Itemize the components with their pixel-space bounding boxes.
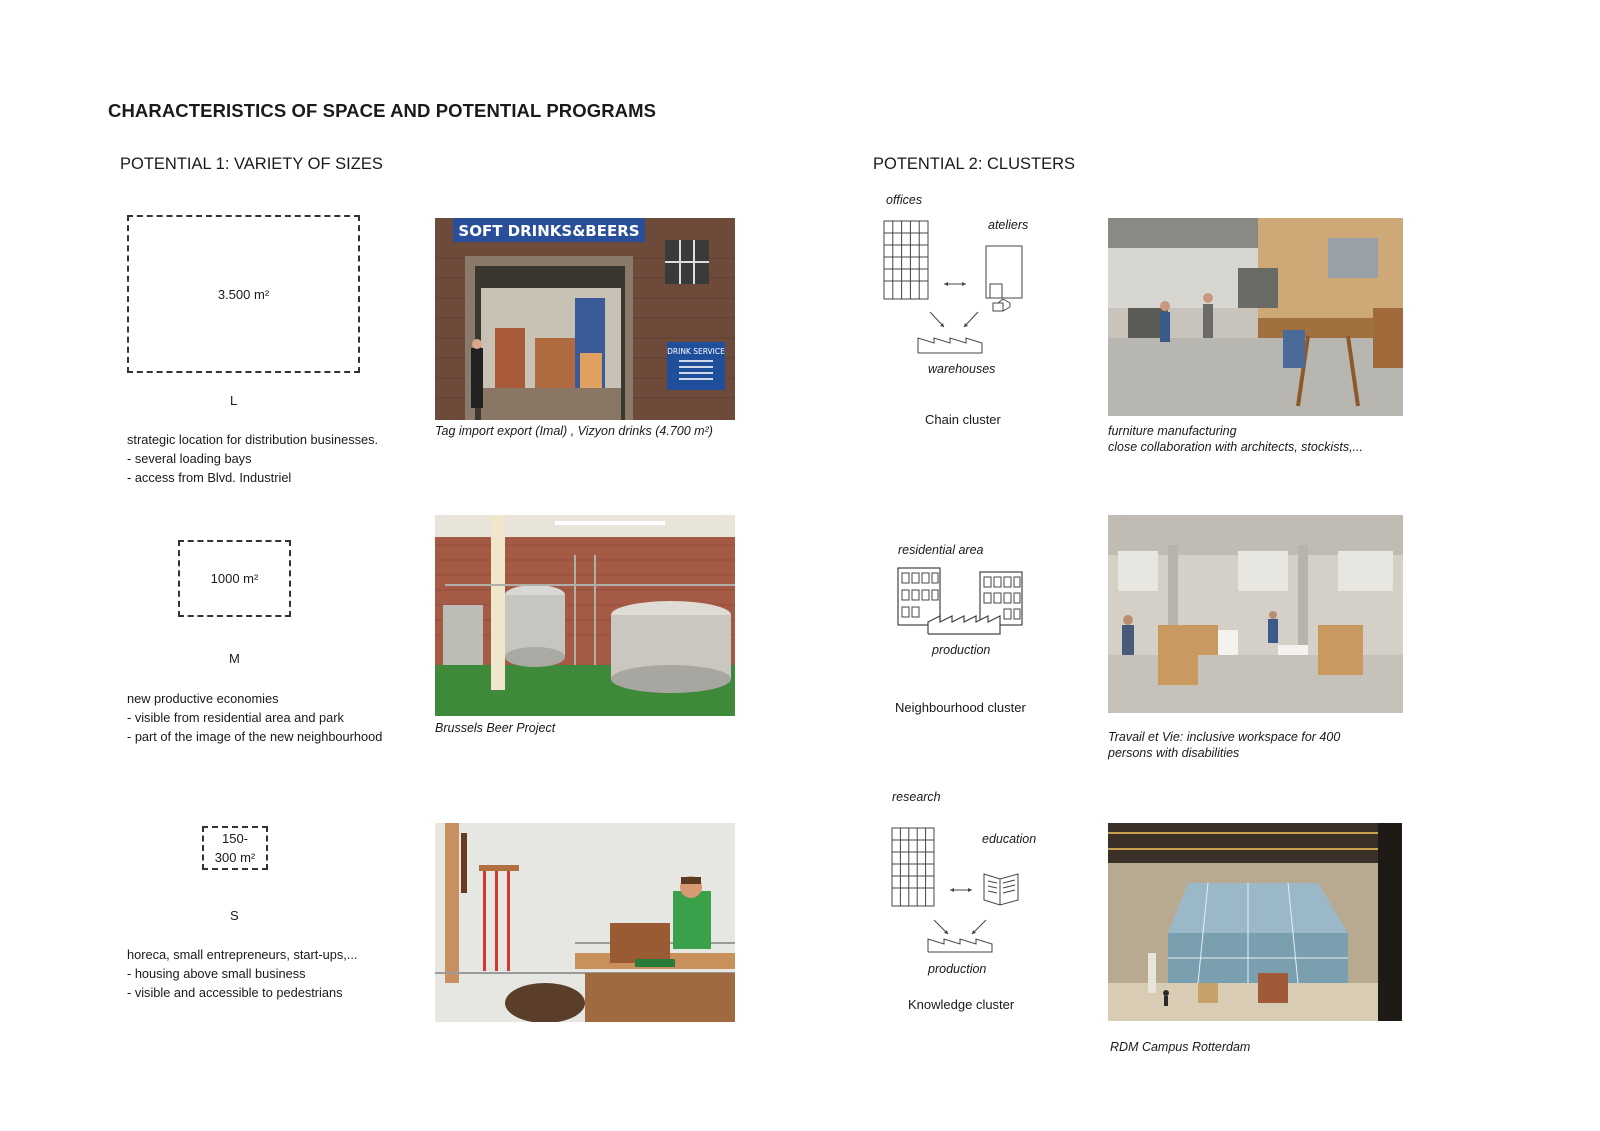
caption-line: RDM Campus Rotterdam	[1110, 1040, 1251, 1054]
diagram-label-research: research	[892, 790, 941, 804]
photo-caption-furniture	[1108, 423, 1363, 455]
diagram-label-production: production	[928, 962, 987, 976]
potential-2-heading: POTENTIAL 2: CLUSTERS	[873, 155, 1076, 173]
size-area-small-line1: 150-	[221, 831, 249, 846]
description-line: strategic location for distribution businesses.	[127, 432, 379, 447]
photo-panel-text: DRINK SERVICE	[667, 347, 725, 356]
caption-line: persons with disabilities	[1108, 746, 1240, 760]
size-box-medium	[178, 540, 291, 617]
size-letter-large: L	[230, 393, 238, 408]
diagram-label-ateliers: ateliers	[988, 218, 1029, 232]
photo-woodworker	[435, 823, 735, 1022]
page-title: CHARACTERISTICS OF SPACE AND POTENTIAL PROGRAMS	[108, 100, 657, 121]
photo-caption-rdm-campus	[1110, 1039, 1250, 1055]
size-box-small	[202, 826, 268, 870]
photo-drinks-warehouse	[435, 218, 735, 420]
knowledge-cluster-diagram	[870, 790, 1050, 980]
photo-brewery	[435, 515, 735, 716]
description-line: - several loading bays	[127, 451, 252, 466]
description-line: horeca, small entrepreneurs, start-ups,...	[127, 947, 358, 962]
photo-caption-drinks: Tag import export (Imal) , Vizyon drinks (4.700 m²)	[435, 424, 713, 438]
description-line: - part of the image of the new neighbourhood	[127, 729, 383, 744]
neighbourhood-cluster-diagram	[880, 540, 1050, 670]
knowledge-cluster-drawing	[870, 790, 1050, 980]
cluster-name-chain: Chain cluster	[925, 412, 1001, 427]
size-area-medium: 1000 m²	[210, 571, 259, 586]
size-description-medium	[127, 689, 382, 746]
photo-caption-brewery: Brussels Beer Project	[435, 721, 556, 735]
caption-line: close collaboration with architects, stockists,...	[1108, 440, 1363, 454]
size-box-large	[127, 215, 360, 373]
caption-line: furniture manufacturing	[1108, 424, 1237, 438]
diagram-label-warehouses: warehouses	[928, 362, 996, 376]
size-area-small-line2: 300 m²	[214, 850, 256, 865]
photo-sign-text: SOFT DRINKS&BEERS	[458, 222, 640, 240]
cluster-name-knowledge: Knowledge cluster	[908, 997, 1015, 1012]
size-area-large: 3.500 m²	[217, 286, 270, 302]
description-line: - visible and accessible to pedestrians	[127, 985, 343, 1000]
diagram-label-education: education	[982, 832, 1037, 846]
photo-caption-inclusive-workspace	[1108, 729, 1340, 761]
caption-line: Travail et Vie: inclusive workspace for 400	[1108, 730, 1341, 744]
description-line: new productive economies	[127, 691, 279, 706]
photo-rdm-campus	[1108, 823, 1402, 1021]
description-line: - visible from residential area and park	[127, 710, 344, 725]
photo-furniture-workshop	[1108, 218, 1403, 416]
chain-cluster-diagram	[870, 190, 1040, 390]
diagram-label-residential-area: residential area	[898, 543, 984, 557]
description-line: - access from Blvd. Industriel	[127, 470, 292, 485]
potential-1-heading: POTENTIAL 1: VARIETY OF SIZES	[120, 155, 383, 173]
cluster-name-neighbourhood: Neighbourhood cluster	[895, 700, 1026, 715]
size-letter-medium: M	[229, 651, 240, 666]
photo-inclusive-workspace	[1108, 515, 1403, 713]
size-description-small	[127, 945, 357, 1002]
diagram-label-production: production	[932, 643, 991, 657]
size-letter-small: S	[230, 908, 239, 923]
description-line: - housing above small business	[127, 966, 306, 981]
diagram-label-offices: offices	[886, 193, 923, 207]
size-description-large	[127, 430, 378, 487]
